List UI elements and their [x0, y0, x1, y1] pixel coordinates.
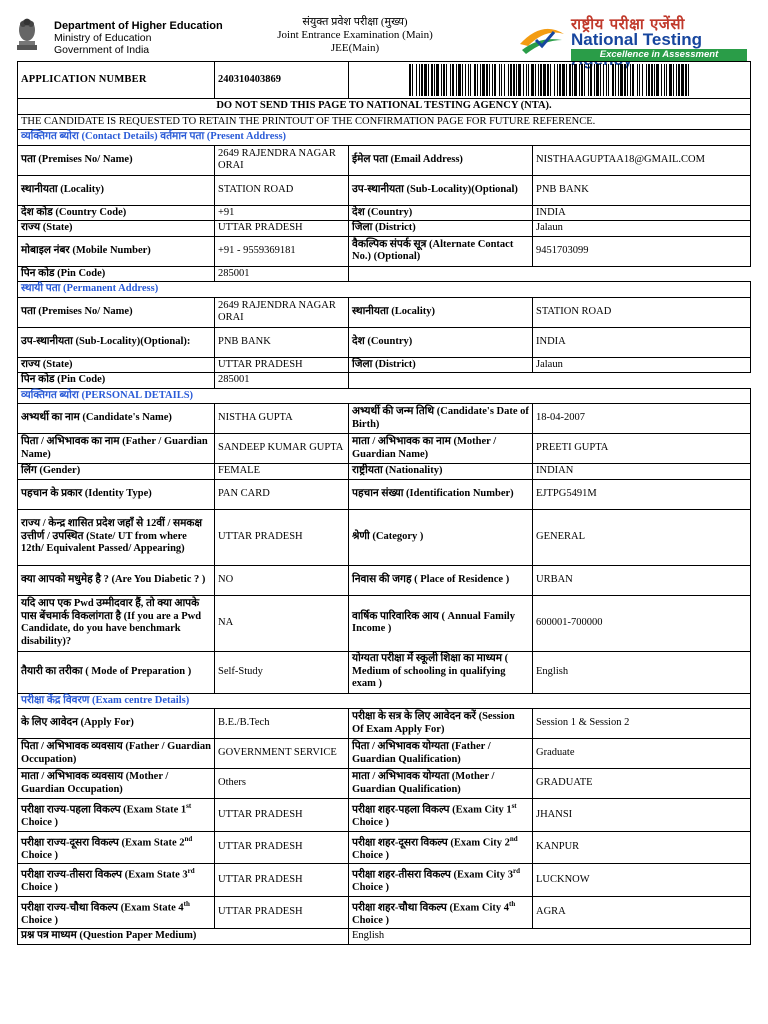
category-label: श्रेणी (Category ) [349, 509, 533, 565]
nationality-label: राष्ट्रीयता (Nationality) [349, 464, 533, 480]
exam-title-english: Joint Entrance Examination (Main) [277, 29, 433, 41]
candidate-name-label: अभ्यर्थी का नाम (Candidate's Name) [18, 404, 215, 434]
country-value: INDIA [533, 205, 751, 221]
exam-city-1-label: परीक्षा शहर-पहला विकल्प (Exam City 1st Choice ) [349, 799, 533, 832]
mobile-label: मोबाइल नंबर (Mobile Number) [18, 236, 215, 266]
section-personal-details: व्यक्तिगत ब्योरा (PERSONAL DETAILS) [18, 388, 751, 404]
application-number-label: APPLICATION NUMBER [18, 62, 215, 99]
mother-qualification-label: माता / अभिभावक योग्यता (Mother / Guardian Qualification) [349, 769, 533, 799]
mother-name-value: PREETI GUPTA [533, 434, 751, 464]
identification-number-value: EJTPG5491M [533, 479, 751, 509]
perm-locality-value: STATION ROAD [533, 297, 751, 327]
residence-value: URBAN [533, 565, 751, 595]
question-paper-medium-label: प्रश्न पत्र माध्यम (Question Paper Medium) [18, 929, 349, 945]
ministry-name: Ministry of Education [54, 32, 152, 44]
page-header [0, 0, 768, 62]
identity-type-label: पहचान के प्रकार (Identity Type) [18, 479, 215, 509]
perm-district-value: Jalaun [533, 357, 751, 373]
candidate-name-value: NISTHA GUPTA [215, 404, 349, 434]
perm-sublocality-label: उप-स्थानीयता (Sub-Locality)(Optional): [18, 327, 215, 357]
state-label: राज्य (State) [18, 221, 215, 237]
alternate-contact-value: 9451703099 [533, 236, 751, 266]
premises-value: 2649 RAJENDRA NAGAR ORAI [215, 145, 349, 175]
confirmation-table [17, 61, 751, 945]
mobile-value: +91 - 9559369181 [215, 236, 349, 266]
schooling-medium-label: योग्यता परीक्षा में स्कूली शिक्षा का माध्यम ( Medium of schooling in qualifying exam ) [349, 651, 533, 693]
mother-qualification-value: GRADUATE [533, 769, 751, 799]
state-12th-value: UTTAR PRADESH [215, 509, 349, 565]
schooling-medium-value: English [533, 651, 751, 693]
blank-cell [349, 373, 751, 389]
do-not-send-notice: DO NOT SEND THIS PAGE TO NATIONAL TESTING AGENCY (NTA). [18, 99, 751, 115]
alternate-contact-label: वैकल्पिक संपर्क सूत्र (Alternate Contact No.) (Optional) [349, 236, 533, 266]
preparation-mode-label: तैयारी का तरीका ( Mode of Preparation ) [18, 651, 215, 693]
exam-short-name: JEE(Main) [330, 42, 380, 54]
exam-city-3-value: LUCKNOW [533, 864, 751, 897]
section-permanent-address: स्थायी पता (Permanent Address) [18, 282, 751, 298]
perm-premises-label: पता (Premises No/ Name) [18, 297, 215, 327]
exam-city-4-value: AGRA [533, 896, 751, 929]
mother-occupation-label: माता / अभिभावक व्यवसाय (Mother / Guardian Occupation) [18, 769, 215, 799]
category-value: GENERAL [533, 509, 751, 565]
sublocality-label: उप-स्थानीयता (Sub-Locality)(Optional) [349, 175, 533, 205]
nta-tagline: Excellence in Assessment [571, 49, 747, 61]
state-12th-label: राज्य / केन्द्र शासित प्रदेश जहाँ से 12वीं / समकक्ष उत्तीर्ण / उपस्थित (State/ UT from where 12th/ Equivalent Passed/ Appearing) [18, 509, 215, 565]
application-number-row [18, 62, 751, 99]
perm-locality-label: स्थानीयता (Locality) [349, 297, 533, 327]
perm-premises-value: 2649 RAJENDRA NAGAR ORAI [215, 297, 349, 327]
section-exam-centre: परीक्षा केंद्र विवरण (Exam centre Details) [18, 693, 751, 709]
pwd-label: यदि आप एक Pwd उम्मीदवार हैं, तो क्या आपके पास बेंचमार्क विकलांगता है (If you are a Pwd Candidate, do you have benchmark disability)? [18, 595, 215, 651]
residence-label: निवास की जगह ( Place of Residence ) [349, 565, 533, 595]
country-code-value: +91 [215, 205, 349, 221]
father-name-label: पिता / अभिभावक का नाम (Father / Guardian Name) [18, 434, 215, 464]
exam-state-4-label: परीक्षा राज्य-चौथा विकल्प (Exam State 4th Choice ) [18, 896, 215, 929]
exam-state-1-label: परीक्षा राज्य-पहला विकल्प (Exam State 1st Choice ) [18, 799, 215, 832]
identity-type-value: PAN CARD [215, 479, 349, 509]
gender-label: लिंग (Gender) [18, 464, 215, 480]
exam-state-1-value: UTTAR PRADESH [215, 799, 349, 832]
exam-state-2-value: UTTAR PRADESH [215, 831, 349, 864]
exam-city-1-value: JHANSI [533, 799, 751, 832]
perm-district-label: जिला (District) [349, 357, 533, 373]
diabetic-label: क्या आपको मधुमेह है ? (Are You Diabetic ? ) [18, 565, 215, 595]
state-value: UTTAR PRADESH [215, 221, 349, 237]
exam-title-block [250, 16, 460, 55]
father-name-value: SANDEEP KUMAR GUPTA [215, 434, 349, 464]
apply-for-label: के लिए आवेदन (Apply For) [18, 709, 215, 739]
email-label: ईमेल पता (Email Address) [349, 145, 533, 175]
gender-value: FEMALE [215, 464, 349, 480]
exam-state-2-label: परीक्षा राज्य-दूसरा विकल्प (Exam State 2nd Choice ) [18, 831, 215, 864]
father-qualification-label: पिता / अभिभावक योग्यता (Father / Guardian Qualification) [349, 739, 533, 769]
country-label: देश (Country) [349, 205, 533, 221]
blank-cell [349, 266, 751, 282]
premises-label: पता (Premises No/ Name) [18, 145, 215, 175]
pwd-value: NA [215, 595, 349, 651]
email-value: NISTHAAGUPTAA18@GMAIL.COM [533, 145, 751, 175]
perm-country-value: INDIA [533, 327, 751, 357]
exam-city-2-label: परीक्षा शहर-दूसरा विकल्प (Exam City 2nd Choice ) [349, 831, 533, 864]
exam-state-3-label: परीक्षा राज्य-तीसरा विकल्प (Exam State 3rd Choice ) [18, 864, 215, 897]
pin-code-label: पिन कोड (Pin Code) [18, 266, 215, 282]
session-value: Session 1 & Session 2 [533, 709, 751, 739]
session-label: परीक्षा के सत्र के लिए आवेदन करें (Session Of Exam Apply For) [349, 709, 533, 739]
father-occupation-label: पिता / अभिभावक व्यवसाय (Father / Guardian Occupation) [18, 739, 215, 769]
dob-label: अभ्यर्थी की जन्म तिथि (Candidate's Date of Birth) [349, 404, 533, 434]
exam-title-hindi: संयुक्त प्रवेश परीक्षा (मुख्य) [302, 16, 408, 28]
preparation-mode-value: Self-Study [215, 651, 349, 693]
identification-number-label: पहचान संख्या (Identification Number) [349, 479, 533, 509]
exam-state-4-value: UTTAR PRADESH [215, 896, 349, 929]
perm-state-label: राज्य (State) [18, 357, 215, 373]
locality-value: STATION ROAD [215, 175, 349, 205]
perm-state-value: UTTAR PRADESH [215, 357, 349, 373]
exam-city-4-label: परीक्षा शहर-चौथा विकल्प (Exam City 4th Choice ) [349, 896, 533, 929]
nta-logo-icon [516, 18, 568, 58]
diabetic-value: NO [215, 565, 349, 595]
income-value: 600001-700000 [533, 595, 751, 651]
exam-city-2-value: KANPUR [533, 831, 751, 864]
perm-sublocality-value: PNB BANK [215, 327, 349, 357]
father-qualification-value: Graduate [533, 739, 751, 769]
nta-name-hindi: राष्ट्रीय परीक्षा एजेंसी [571, 15, 685, 33]
national-emblem-icon [14, 14, 40, 54]
application-number-value: 240310403869 [215, 62, 349, 99]
pin-code-value: 285001 [215, 266, 349, 282]
barcode-cell [349, 62, 751, 99]
exam-state-3-value: UTTAR PRADESH [215, 864, 349, 897]
mother-occupation-value: Others [215, 769, 349, 799]
government-name: Government of India [54, 44, 150, 56]
perm-country-label: देश (Country) [349, 327, 533, 357]
apply-for-value: B.E./B.Tech [215, 709, 349, 739]
district-value: Jalaun [533, 221, 751, 237]
question-paper-medium-value: English [349, 929, 751, 945]
section-present-address: व्यक्तिगत ब्योरा (Contact Details) वर्तमान पता (Present Address) [18, 130, 751, 146]
father-occupation-value: GOVERNMENT SERVICE [215, 739, 349, 769]
district-label: जिला (District) [349, 221, 533, 237]
department-block [54, 20, 223, 56]
sublocality-value: PNB BANK [533, 175, 751, 205]
nta-logo-block [516, 14, 752, 58]
perm-pin-value: 285001 [215, 373, 349, 389]
retain-printout-notice: THE CANDIDATE IS REQUESTED TO RETAIN THE PRINTOUT OF THE CONFIRMATION PAGE FOR FUTURE REFERENCE. [18, 114, 751, 130]
perm-pin-label: पिन कोड (Pin Code) [18, 373, 215, 389]
dob-value: 18-04-2007 [533, 404, 751, 434]
mother-name-label: माता / अभिभावक का नाम (Mother / Guardian Name) [349, 434, 533, 464]
department-title: Department of Higher Education [54, 20, 223, 32]
income-label: वार्षिक पारिवारिक आय ( Annual Family Income ) [349, 595, 533, 651]
exam-city-3-label: परीक्षा शहर-तीसरा विकल्प (Exam City 3rd Choice ) [349, 864, 533, 897]
nta-name-english: National Testing [571, 30, 702, 49]
barcode-icon [407, 64, 692, 96]
locality-label: स्थानीयता (Locality) [18, 175, 215, 205]
nationality-value: INDIAN [533, 464, 751, 480]
country-code-label: देश कोड (Country Code) [18, 205, 215, 221]
